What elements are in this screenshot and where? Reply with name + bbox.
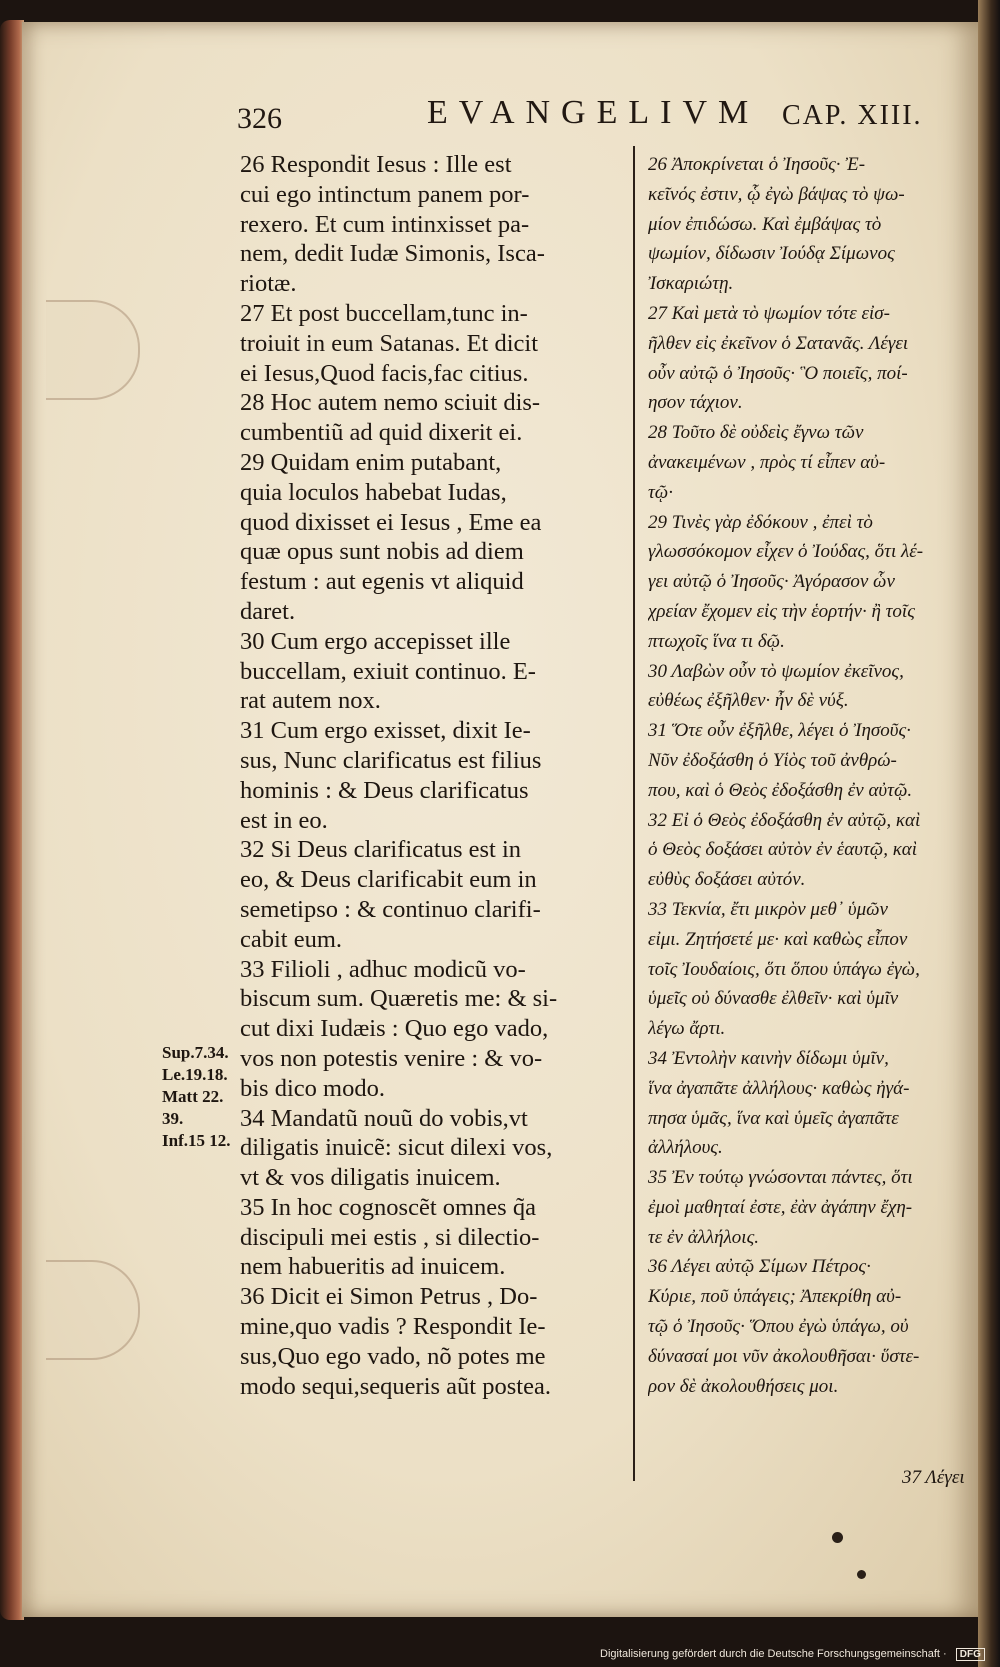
greek-line: Νῦν ἐδοξάσθη ὁ Υἱὸς τοῦ ἀνθρώ- — [648, 749, 897, 771]
latin-column — [240, 150, 615, 1401]
margin-note: Matt 22. — [162, 1087, 224, 1106]
greek-line: 33 Τεκνία, ἔτι μικρὸν μεθ᾽ ὑμῶν — [648, 898, 888, 920]
latin-line: daret. — [240, 597, 296, 625]
greek-line: μίον ἐπιδώσω. Καὶ ἐμβάψας τὸ — [648, 213, 882, 235]
latin-line: buccellam, exiuit continuo. E- — [240, 657, 536, 685]
greek-line: 31 Ὅτε οὖν ἐξῆλθε, λέγει ὁ Ἰησοῦς· — [648, 720, 911, 742]
greek-line: ῆλθεν εἰς ἐκεῖνον ὁ Σατανᾶς. Λέγει — [648, 332, 909, 354]
greek-line: τοῖς Ἰουδαίοις, ὅτι ὅπου ὑπάγω ἐγὼ, — [648, 958, 920, 980]
greek-line: 29 Τινὲς γὰρ ἐδόκουν , ἐπεὶ τὸ — [648, 511, 873, 533]
greek-line: γει αὐτῷ ὁ Ἰησοῦς· Ἀγόρασον ὧν — [648, 571, 895, 593]
greek-line: τε ἐν ἀλλήλοις. — [648, 1226, 760, 1248]
greek-line: που, καὶ ὁ Θεὸς ἐδοξάσθη ἐν αὐτῷ. — [648, 779, 913, 801]
book-page — [22, 22, 978, 1617]
greek-line: ησον τάχιον. — [648, 392, 743, 414]
latin-line: festum : aut egenis vt aliquid — [240, 568, 524, 596]
clip-mark-bottom — [46, 1260, 140, 1360]
margin-note: Sup.7.34. — [162, 1043, 229, 1062]
greek-line: ψωμίον, δίδωσιν Ἰούδᾳ Σίμωνος — [648, 243, 895, 265]
latin-line: vos non potestis venire : & vo- — [240, 1044, 543, 1072]
margin-note: Le.19.18. — [162, 1065, 228, 1084]
latin-line: modo sequi,sequeris aũt postea. — [240, 1372, 551, 1400]
latin-line: biscum sum. Quæretis me: & si- — [240, 985, 558, 1013]
margin-note: 39. — [162, 1109, 184, 1128]
latin-line: cui ego intinctum panem por- — [240, 180, 530, 208]
greek-line: 27 Καὶ μετὰ τὸ ψωμίον τότε εἰσ- — [648, 302, 890, 324]
greek-line: ἐμοὶ μαθηταί ἐστε, ἐὰν ἀγάπην ἔχη- — [648, 1196, 913, 1218]
greek-line: πτωχοῖς ἵνα τι δῷ. — [648, 630, 785, 652]
chapter-label: CAP. XIII. — [782, 100, 923, 131]
greek-line: εἰμι. Ζητήσετέ με· καὶ καθὼς εἶπον — [648, 928, 908, 950]
latin-line: quod dixisset ei Iesus , Eme ea — [240, 508, 542, 536]
latin-line: eo, & Deus clarificabit eum in — [240, 866, 537, 894]
greek-line: κεῖνός ἐστιν, ᾧ ἐγὼ βάψας τὸ ψω- — [648, 183, 905, 205]
greek-line: οὖν αὐτῷ ὁ Ἰησοῦς· Ὃ ποιεῖς, ποί- — [648, 362, 908, 384]
latin-line: quia loculos habebat Iudas, — [240, 478, 507, 506]
latin-line: nem, dedit Iudæ Simonis, Isca- — [240, 240, 545, 268]
footer-text: Digitalisierung gefördert durch die Deutsche Forschungsgemeinschaft · — [600, 1648, 947, 1660]
greek-line: λέγω ἄρτι. — [648, 1018, 726, 1040]
latin-line: ei Iesus,Quod facis,fac citius. — [240, 359, 529, 387]
margin-notes — [162, 1042, 257, 1152]
latin-line: quæ opus sunt nobis ad diem — [240, 538, 524, 566]
greek-line: ρον δὲ ἀκολουθήσεις μοι. — [648, 1375, 839, 1397]
latin-line: 31 Cum ergo exisset, dixit Ie- — [240, 717, 531, 745]
catchword: 37 Λέγει — [902, 1467, 965, 1488]
greek-line: Ἰσκαριώτῃ. — [648, 273, 734, 295]
greek-line: 28 Τοῦτο δὲ οὐδεὶς ἔγνω τῶν — [648, 422, 864, 444]
greek-line: 32 Εἰ ὁ Θεὸς ἐδοξάσθη ἐν αὐτῷ, καὶ — [648, 809, 921, 831]
greek-line: δύνασαί μοι νῦν ἀκολουθῆσαι· ὕστε- — [648, 1345, 920, 1367]
latin-line: hominis : & Deus clarificatus — [240, 776, 529, 804]
latin-line: diligatis inuicẽ: sicut dilexi vos, — [240, 1134, 553, 1162]
ink-speck — [832, 1532, 843, 1543]
greek-line: τῷ· — [648, 481, 673, 503]
greek-line: 30 Λαβὼν οὖν τὸ ψωμίον ἐκεῖνος, — [648, 660, 904, 682]
greek-line: εὐθὺς δοξάσει αὐτόν. — [648, 869, 806, 891]
margin-note: Inf.15 12. — [162, 1131, 231, 1150]
latin-line: 35 In hoc cognoscẽt omnes q̃a — [240, 1193, 536, 1221]
ink-speck — [857, 1570, 866, 1579]
latin-line: rat autem nox. — [240, 687, 381, 715]
greek-line: 35 Ἐν τούτῳ γνώσονται πάντες, ὅτι — [648, 1167, 913, 1189]
latin-line: 27 Et post buccellam,tunc in- — [240, 299, 528, 327]
latin-line: 36 Dicit ei Simon Petrus , Do- — [240, 1283, 538, 1311]
latin-line: rexero. Et cum intinxisset pa- — [240, 210, 530, 238]
greek-line: πησα ὑμᾶς, ἵνα καὶ ὑμεῖς ἀγαπᾶτε — [648, 1107, 899, 1129]
greek-line: ὑμεῖς οὐ δύνασθε ἐλθεῖν· καὶ ὑμῖν — [648, 988, 899, 1010]
latin-line: discipuli mei estis , si dilectio- — [240, 1223, 540, 1251]
latin-line: 29 Quidam enim putabant, — [240, 448, 502, 476]
latin-line: sus, Nunc clarificatus est filius — [240, 746, 542, 774]
column-divider — [633, 146, 635, 1481]
latin-line: 33 Filioli , adhuc modicũ vo- — [240, 955, 526, 983]
latin-line: cut dixi Iudæis : Quo ego vado, — [240, 1015, 549, 1043]
latin-line: troiuit in eum Satanas. Et dicit — [240, 329, 539, 357]
greek-line: 36 Λέγει αὐτῷ Σίμων Πέτρος· — [648, 1256, 871, 1278]
greek-line: γλωσσόκομον εἶχεν ὁ Ἰούδας, ὅτι λέ- — [648, 541, 924, 563]
latin-line: 28 Hoc autem nemo sciuit dis- — [240, 389, 541, 417]
book-edge-left — [0, 20, 24, 1620]
latin-line: 30 Cum ergo accepisset ille — [240, 627, 511, 655]
latin-line: bis dico modo. — [240, 1074, 385, 1102]
greek-line: ἵνα ἀγαπᾶτε ἀλλήλους· καθὼς ἠγά- — [648, 1077, 910, 1099]
greek-line: Κύριε, ποῦ ὑπάγεις; Ἀπεκρίθη αὐ- — [648, 1286, 902, 1308]
greek-line: 26 Ἀποκρίνεται ὁ Ἰησοῦς· Ἐ- — [648, 154, 866, 175]
latin-line: 26 Respondit Iesus : Ille est — [240, 151, 512, 178]
digitization-footer — [600, 1648, 985, 1661]
latin-line: cumbentiũ ad quid dixerit ei. — [240, 419, 523, 447]
greek-column — [648, 150, 964, 1401]
latin-line: vt & vos diligatis inuicem. — [240, 1164, 501, 1192]
running-title: EVANGELIVM — [427, 94, 760, 131]
greek-line: ἀλλήλους. — [648, 1137, 723, 1159]
clip-mark-top — [46, 300, 140, 400]
greek-line: 34 Ἐντολὴν καινὴν δίδωμι ὑμῖν, — [648, 1047, 889, 1069]
latin-line: semetipso : & continuo clarifi- — [240, 895, 541, 923]
latin-line: riotæ. — [240, 270, 297, 298]
page-header — [22, 80, 978, 136]
latin-line: 32 Si Deus clarificatus est in — [240, 836, 522, 864]
latin-line: sus,Quo ego vado, nõ potes me — [240, 1342, 546, 1370]
greek-line: εὐθέως ἐξῆλθεν· ἦν δὲ νύξ. — [648, 690, 849, 712]
latin-line: 34 Mandatũ nouũ do vobis,vt — [240, 1104, 528, 1132]
latin-line: cabit eum. — [240, 925, 343, 953]
dfg-logo: DFG — [956, 1648, 985, 1661]
page-number: 326 — [237, 102, 282, 135]
latin-line: est in eo. — [240, 806, 328, 834]
book-edge-right — [978, 0, 1000, 1667]
greek-line: ὁ Θεὸς δοξάσει αὐτὸν ἐν ἑαυτῷ, καὶ — [648, 839, 918, 861]
greek-line: ἀνακειμένων , πρὸς τί εἶπεν αὐ- — [648, 451, 886, 473]
greek-line: τῷ ὁ Ἰησοῦς· Ὅπου ἐγὼ ὑπάγω, οὐ — [648, 1316, 909, 1338]
latin-line: mine,quo vadis ? Respondit Ie- — [240, 1313, 546, 1341]
greek-line: χρείαν ἔχομεν εἰς τὴν ἑορτήν· ἢ τοῖς — [648, 600, 915, 622]
latin-line: nem habueritis ad inuicem. — [240, 1253, 506, 1281]
